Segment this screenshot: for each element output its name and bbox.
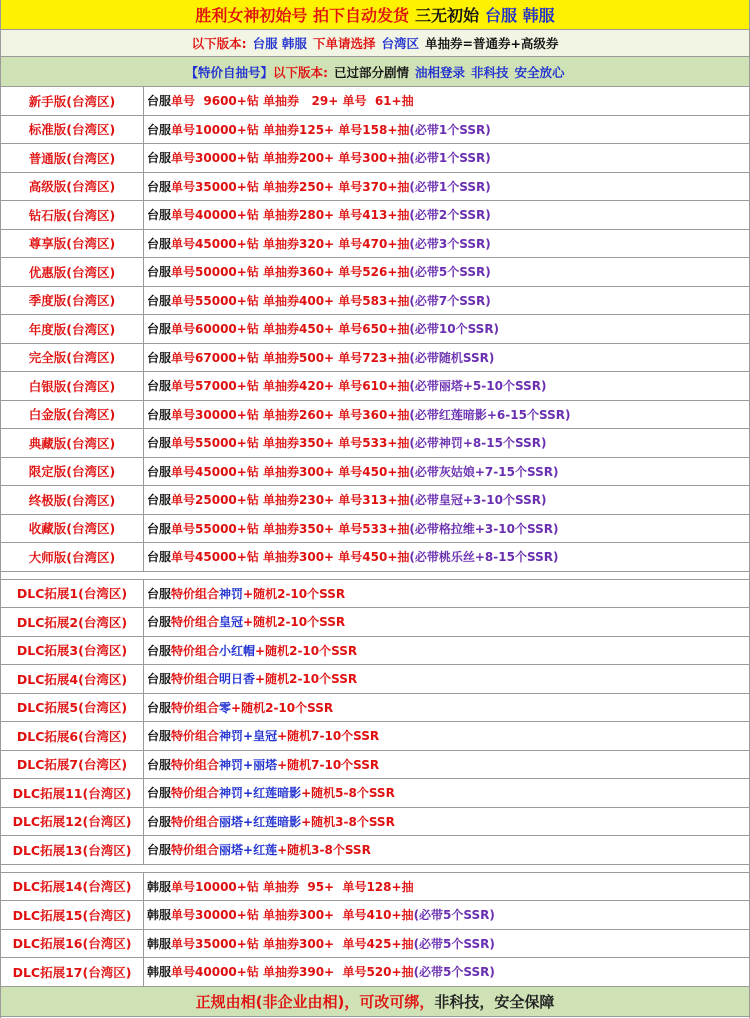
- special-part-3: 已过部分剧情: [333, 64, 409, 80]
- note-part-2: 台服 韩服: [252, 36, 307, 51]
- server-label: 台服: [147, 265, 172, 280]
- dlc-desc: [144, 722, 749, 750]
- server-label: 台服: [147, 786, 172, 801]
- version-list-tw: [1, 87, 749, 572]
- version-name: 年度版(台湾区): [1, 315, 144, 343]
- dlc-desc: [144, 779, 749, 807]
- combo-rest: +随机7-10个SSR: [277, 757, 380, 772]
- dlc-desc: [144, 694, 749, 722]
- table-row: [1, 116, 749, 145]
- dlc-name: DLC拓展6(台湾区): [1, 722, 144, 750]
- version-bonus: (必带3个SSR): [409, 236, 491, 251]
- version-bonus: (必带10个SSR): [409, 322, 500, 337]
- version-desc: [144, 401, 749, 429]
- version-desc: [144, 372, 749, 400]
- dlc-desc: [144, 808, 749, 836]
- table-row: [1, 930, 749, 959]
- server-label: 韩服: [147, 936, 172, 951]
- table-row: [1, 779, 749, 808]
- version-bonus: (必带7个SSR): [409, 293, 491, 308]
- version-name: 高级版(台湾区): [1, 173, 144, 201]
- table-row: [1, 287, 749, 316]
- combo-label: 特价组合: [171, 586, 220, 601]
- table-row: [1, 144, 749, 173]
- combo-characters: 皇冠: [219, 615, 244, 630]
- footer-part-1: 正规由相(非企业由相)，可改可绑，: [195, 992, 435, 1011]
- server-label: 台服: [147, 521, 172, 536]
- version-detail: 单号60000+钻 单抽券450+ 单号650+抽: [171, 322, 410, 337]
- table-row: [1, 665, 749, 694]
- combo-label: 特价组合: [171, 786, 220, 801]
- server-label: 台服: [147, 493, 172, 508]
- combo-label: 特价组合: [171, 643, 220, 658]
- note-part-1: 以下版本:: [191, 36, 247, 51]
- version-detail: 单号35000+钻 单抽券250+ 单号370+抽: [171, 179, 410, 194]
- server-label: 台服: [147, 843, 172, 858]
- dlc-name: DLC拓展12(台湾区): [1, 808, 144, 836]
- table-row: [1, 608, 749, 637]
- table-row: [1, 873, 749, 902]
- version-detail: 单号67000+钻 单抽券500+ 单号723+抽: [171, 350, 410, 365]
- version-desc: [144, 458, 749, 486]
- table-row: [1, 429, 749, 458]
- version-bonus: (必带丽塔+5-10个SSR): [409, 379, 547, 394]
- version-name: 白金版(台湾区): [1, 401, 144, 429]
- table-row: [1, 722, 749, 751]
- server-label: 台服: [147, 151, 172, 166]
- note-part-4: 台湾区: [381, 36, 419, 51]
- version-detail: 单号55000+钻 单抽券400+ 单号583+抽: [171, 293, 410, 308]
- version-detail: 单号50000+钻 单抽券360+ 单号526+抽: [171, 265, 410, 280]
- dlc-desc: [144, 930, 749, 958]
- server-label: 台服: [147, 672, 172, 687]
- dlc-name: DLC拓展1(台湾区): [1, 580, 144, 608]
- combo-characters: 丽塔+红莲暗影: [219, 814, 302, 829]
- dlc-combo-list: [1, 580, 749, 865]
- note-part-3: 下单请选择: [312, 36, 376, 51]
- dlc-detail: 单号35000+钻 单抽券300+ 单号425+抽: [171, 936, 414, 951]
- version-detail: 单号55000+钻 单抽券350+ 单号533+抽: [171, 436, 410, 451]
- version-detail: 单号57000+钻 单抽券420+ 单号610+抽: [171, 379, 410, 394]
- dlc-name: DLC拓展14(台湾区): [1, 873, 144, 901]
- version-bonus: (必带随机SSR): [409, 350, 495, 365]
- dlc-name: DLC拓展16(台湾区): [1, 930, 144, 958]
- footer-part-2: 非科技，安全保障: [434, 992, 555, 1011]
- version-name: 钻石版(台湾区): [1, 201, 144, 229]
- special-part-1: 【特价自抽号】: [185, 64, 273, 80]
- dlc-kr-list: [1, 873, 749, 987]
- version-desc: [144, 173, 749, 201]
- version-desc: [144, 344, 749, 372]
- version-bonus: (必带灰姑娘+7-15个SSR): [409, 464, 559, 479]
- version-name: 普通版(台湾区): [1, 144, 144, 172]
- version-desc: [144, 287, 749, 315]
- version-desc: [144, 515, 749, 543]
- combo-rest: +随机2-10个SSR: [255, 672, 358, 687]
- dlc-bonus: (必带5个SSR): [413, 965, 495, 980]
- server-label: 台服: [147, 729, 172, 744]
- version-desc: [144, 429, 749, 457]
- combo-characters: 神罚: [219, 586, 244, 601]
- table-row: [1, 372, 749, 401]
- combo-characters: 丽塔+红莲: [219, 843, 278, 858]
- version-detail: 单号45000+钻 单抽券320+ 单号470+抽: [171, 236, 410, 251]
- combo-rest: +随机2-10个SSR: [243, 615, 346, 630]
- section-divider: [1, 865, 749, 873]
- combo-label: 特价组合: [171, 615, 220, 630]
- version-detail: 单号45000+钻 单抽券300+ 单号450+抽: [171, 464, 410, 479]
- combo-label: 特价组合: [171, 729, 220, 744]
- table-row: [1, 637, 749, 666]
- table-row: [1, 87, 749, 116]
- table-row: [1, 458, 749, 487]
- combo-label: 特价组合: [171, 814, 220, 829]
- dlc-name: DLC拓展11(台湾区): [1, 779, 144, 807]
- server-label: 台服: [147, 586, 172, 601]
- version-desc: [144, 315, 749, 343]
- combo-characters: 神罚+丽塔: [219, 757, 278, 772]
- dlc-name: DLC拓展3(台湾区): [1, 637, 144, 665]
- table-row: [1, 580, 749, 609]
- version-name: 大师版(台湾区): [1, 543, 144, 571]
- table-row: [1, 486, 749, 515]
- version-detail: 单号 9600+钻 单抽券 29+ 单号 61+抽: [171, 94, 414, 109]
- dlc-desc: [144, 608, 749, 636]
- combo-rest: +随机7-10个SSR: [277, 729, 380, 744]
- server-label: 台服: [147, 322, 172, 337]
- server-label: 台服: [147, 757, 172, 772]
- version-desc: [144, 144, 749, 172]
- server-label: 台服: [147, 550, 172, 565]
- version-name: 新手版(台湾区): [1, 87, 144, 115]
- combo-label: 特价组合: [171, 700, 220, 715]
- combo-label: 特价组合: [171, 672, 220, 687]
- table-row: [1, 515, 749, 544]
- table-row: [1, 808, 749, 837]
- version-desc: [144, 258, 749, 286]
- combo-rest: +随机2-10个SSR: [255, 643, 358, 658]
- dlc-desc: [144, 836, 749, 864]
- dlc-desc: [144, 901, 749, 929]
- dlc-desc: [144, 665, 749, 693]
- table-row: [1, 315, 749, 344]
- server-label: 台服: [147, 94, 172, 109]
- dlc-bonus: (必带5个SSR): [413, 936, 495, 951]
- server-label: 台服: [147, 436, 172, 451]
- dlc-desc: [144, 958, 749, 986]
- version-name: 季度版(台湾区): [1, 287, 144, 315]
- combo-rest: +随机3-8个SSR: [301, 814, 395, 829]
- server-label: 台服: [147, 208, 172, 223]
- version-desc: [144, 201, 749, 229]
- special-part-4: 油相登录: [414, 64, 465, 80]
- server-label: 台服: [147, 464, 172, 479]
- dlc-name: DLC拓展2(台湾区): [1, 608, 144, 636]
- server-label: 台服: [147, 814, 172, 829]
- dlc-name: DLC拓展15(台湾区): [1, 901, 144, 929]
- dlc-name: DLC拓展4(台湾区): [1, 665, 144, 693]
- table-row: [1, 543, 749, 572]
- combo-rest: +随机3-8个SSR: [277, 843, 371, 858]
- version-name: 完全版(台湾区): [1, 344, 144, 372]
- version-name: 收藏版(台湾区): [1, 515, 144, 543]
- combo-label: 特价组合: [171, 757, 220, 772]
- title-part-1: 胜利女神初始号 拍下自动发货: [195, 6, 409, 25]
- dlc-detail: 单号40000+钻 单抽券390+ 单号520+抽: [171, 965, 414, 980]
- special-part-2: 以下版本:: [272, 64, 328, 80]
- special-part-6: 安全放心: [514, 64, 565, 80]
- dlc-desc: [144, 637, 749, 665]
- server-label: 台服: [147, 643, 172, 658]
- dlc-detail: 单号30000+钻 单抽券300+ 单号410+抽: [171, 908, 414, 923]
- version-desc: [144, 486, 749, 514]
- special-part-5: 非科技: [471, 64, 509, 80]
- server-label: 韩服: [147, 908, 172, 923]
- combo-label: 特价组合: [171, 843, 220, 858]
- table-row: [1, 751, 749, 780]
- version-name: 优惠版(台湾区): [1, 258, 144, 286]
- table-row: [1, 344, 749, 373]
- version-detail: 单号30000+钻 单抽券260+ 单号360+抽: [171, 407, 410, 422]
- dlc-desc: [144, 751, 749, 779]
- version-name: 终极版(台湾区): [1, 486, 144, 514]
- table-row: [1, 258, 749, 287]
- version-desc: [144, 230, 749, 258]
- combo-rest: +随机2-10个SSR: [231, 700, 334, 715]
- combo-characters: 神罚+红莲暗影: [219, 786, 302, 801]
- version-bonus: (必带1个SSR): [409, 179, 491, 194]
- dlc-desc: [144, 580, 749, 608]
- version-bonus: (必带1个SSR): [409, 122, 491, 137]
- version-name: 标准版(台湾区): [1, 116, 144, 144]
- version-bonus: (必带神罚+8-15个SSR): [409, 436, 547, 451]
- dlc-name: DLC拓展17(台湾区): [1, 958, 144, 986]
- combo-characters: 明日香: [219, 672, 256, 687]
- server-label: 台服: [147, 700, 172, 715]
- dlc-desc: [144, 873, 749, 901]
- note-part-5: 单抽券=普通券+高级券: [424, 36, 559, 51]
- table-row: [1, 836, 749, 865]
- version-name: 白银版(台湾区): [1, 372, 144, 400]
- version-desc: [144, 543, 749, 571]
- version-detail: 单号55000+钻 单抽券350+ 单号533+抽: [171, 521, 410, 536]
- server-label: 台服: [147, 379, 172, 394]
- dlc-bonus: (必带5个SSR): [413, 908, 495, 923]
- version-desc: [144, 87, 749, 115]
- combo-characters: 零: [219, 700, 232, 715]
- title-banner: [1, 0, 749, 30]
- combo-rest: +随机5-8个SSR: [301, 786, 395, 801]
- version-note: [1, 30, 749, 57]
- version-detail: 单号30000+钻 单抽券200+ 单号300+抽: [171, 151, 410, 166]
- version-detail: 单号10000+钻 单抽券125+ 单号158+抽: [171, 122, 410, 137]
- server-label: 台服: [147, 407, 172, 422]
- table-row: [1, 901, 749, 930]
- server-label: 台服: [147, 293, 172, 308]
- version-bonus: (必带5个SSR): [409, 265, 491, 280]
- dlc-detail: 单号10000+钻 单抽券 95+ 单号128+抽: [171, 879, 414, 894]
- table-row: [1, 401, 749, 430]
- version-name: 典藏版(台湾区): [1, 429, 144, 457]
- footer-banner: [1, 987, 749, 1017]
- version-detail: 单号40000+钻 单抽券280+ 单号413+抽: [171, 208, 410, 223]
- version-bonus: (必带红莲暗影+6-15个SSR): [409, 407, 571, 422]
- version-bonus: (必带皇冠+3-10个SSR): [409, 493, 547, 508]
- combo-characters: 小红帽: [219, 643, 256, 658]
- version-detail: 单号45000+钻 单抽券300+ 单号450+抽: [171, 550, 410, 565]
- dlc-name: DLC拓展13(台湾区): [1, 836, 144, 864]
- version-bonus: (必带桃乐丝+8-15个SSR): [409, 550, 559, 565]
- server-label: 台服: [147, 350, 172, 365]
- table-row: [1, 201, 749, 230]
- table-row: [1, 694, 749, 723]
- version-name: 尊享版(台湾区): [1, 230, 144, 258]
- server-label: 韩服: [147, 965, 172, 980]
- table-row: [1, 173, 749, 202]
- table-row: [1, 230, 749, 259]
- table-row: [1, 958, 749, 987]
- version-bonus: (必带1个SSR): [409, 151, 491, 166]
- title-part-2: 三无初始: [414, 6, 479, 25]
- version-bonus: (必带格拉维+3-10个SSR): [409, 521, 559, 536]
- version-name: 限定版(台湾区): [1, 458, 144, 486]
- special-note: [1, 57, 749, 87]
- server-label: 台服: [147, 236, 172, 251]
- version-desc: [144, 116, 749, 144]
- title-part-3: 台服 韩服: [485, 6, 555, 25]
- server-label: 韩服: [147, 879, 172, 894]
- server-label: 台服: [147, 179, 172, 194]
- server-label: 台服: [147, 122, 172, 137]
- dlc-name: DLC拓展7(台湾区): [1, 751, 144, 779]
- combo-characters: 神罚+皇冠: [219, 729, 278, 744]
- version-detail: 单号25000+钻 单抽券230+ 单号313+抽: [171, 493, 410, 508]
- combo-rest: +随机2-10个SSR: [243, 586, 346, 601]
- dlc-name: DLC拓展5(台湾区): [1, 694, 144, 722]
- section-divider: [1, 572, 749, 580]
- version-bonus: (必带2个SSR): [409, 208, 491, 223]
- server-label: 台服: [147, 615, 172, 630]
